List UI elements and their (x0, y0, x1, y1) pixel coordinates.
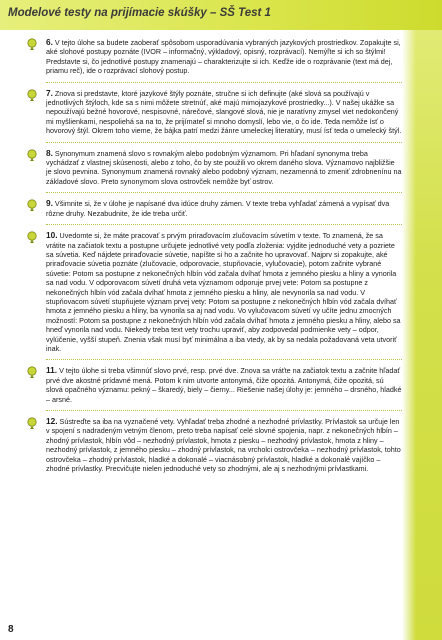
pin-icon (26, 89, 39, 101)
item-text: Všimnite si, že v úlohe je napísané dva idúce druhy zámen. V texte treba vyhľadať zámená a vypísať dva rôzne druhy. Nezabudnite, že ide treba určiť. (46, 199, 390, 218)
list-item (26, 366, 402, 404)
answer-list (26, 38, 402, 479)
list-item (26, 38, 402, 76)
list-item (26, 199, 402, 218)
list-item (26, 149, 402, 187)
item-text: Sústreďte sa iba na vyznačené vety. Vyhľadať treba zhodné a nezhodné prívlastky. Prívlastok sa určuje len v spojení s nadradeným vetným členom, preto treba napísať celé slovné spojenia, napr. z nekonečných hlbín – zhodný prívlastok, hlbín vôd – nezhodný prívlastok, hmota z piesku – nezhodný prívlastok, hmota z hliny – nezhodný prívlastok, z jemného piesku – zhodný prívlastok, na vrcholci ostrovčeka – nezhodný prívlastok, tohto ostrovčeka – zhodný prívlastok, hladké a dokonalé – viacnásobný prívlastok, hladké a dokonalé vajíčko – zhodné prívlastky. Precvičujte nielen jednoduché vety so zhodnými, ale aj s nezhodnými prívlastkami. (46, 417, 401, 474)
pin-icon (26, 231, 39, 243)
item-text: V tejto úlohe sa budete zaoberať spôsobom usporadúvania vybraných jazykových prostriedkov. Zopakujte si, aké slohové postupy poznáte (IVOR – informačný, výkladový, opisný, rozprávací). Nemýľte si ich so štýlmi! Predstavte si, čo jednotlivé postupy znamenajú – charakterizujte si ich. Keďže ide o rozprávanie (text má dej, priamu reč), ide o rozprávací slohový postup. (46, 38, 401, 76)
item-number: 12. (46, 416, 58, 426)
page-number: 8 (8, 624, 14, 635)
pin-icon (26, 199, 39, 211)
item-number: 6. (46, 37, 53, 47)
item-text: V tejto úlohe si treba všimnúť slovo prvé, resp. prvé dve. Znova sa vráťte na začiatok textu a začnite hľadať prvé dve akostné prídavné mená. Potom k nim utvorte antonymá, čiže opozitá. Antonymá, čiže opozitá, sú slová opačného významu: pekný – škaredý, biely – čierny... Riešenie našej úlohy je: jemného – drsného, hladké – arsné. (46, 366, 402, 404)
divider (46, 142, 402, 143)
item-text: Znova si predstavte, ktoré jazykové štýly poznáte, stručne si ich definujte (aké slová sa používajú v jednotlivých štýloch, kde sa s nimi môžete stretnúť, aké majú mimojazykové prostriedky...). V našej ukážke sa nepoužívajú bežné hovorové, nespisovné, nárečové, slangové slová, nie je naratívny zmysel viet nedokončený mi myšlienkami, nespoliehá sa na to, že prijímateľ si mnoho domyslí, lebo vie, o čo ide. Teda nemôže ísť o hovorový štýl. Okrem toho vieme, že bájka patrí medzi žánre umeleckej literatúry, musí ísť teda o umelecký štýl. (46, 88, 402, 136)
item-number: 10. (46, 230, 58, 241)
item-number: 7. (46, 87, 53, 98)
item-number: 9. (46, 198, 53, 209)
divider (46, 359, 402, 360)
list-item (26, 231, 402, 353)
page-title: Modelové testy na prijímacie skúšky – SŠ Test 1 (8, 7, 271, 19)
pin-icon (26, 366, 39, 378)
item-number: 11. (46, 365, 58, 376)
divider (46, 82, 402, 83)
header-bar (0, 0, 442, 30)
item-text: Synonymum znamená slovo s rovnakým alebo podobným významom. Pri hľadaní synonyma treba vychádzať z vlastnej skúsenosti, alebo z toho, čo by ste použili vo okrem daného slova. Významovo najbližšie je slovo pevnina. Synonymum znamená rovnaký alebo podobný význam, nezamenná to zmeniť zdrobnenínu na základové slovo. Preto synonymom slova ostrovček nemôže byť ostrov. (46, 148, 402, 186)
divider (46, 192, 402, 193)
item-number: 8. (46, 147, 53, 158)
pin-icon (26, 38, 39, 50)
pin-icon (26, 149, 39, 161)
list-item (26, 89, 402, 136)
decorative-ribbon (402, 0, 442, 640)
divider (46, 224, 402, 225)
item-text: Uvedomte si, že máte pracovať s prvým priraďovacím zlučovacím súvetím v texte. To znamená, že sa vrátite na začiatok textu a postupne určujete jednotlivé vety podľa zloženia: vyjdite jednoduché vety a pozriete sa súvetia. Keď nájdete priraďovacie súvetie, napíšte si ho a začnite ho upravovať. Najprv si zopakujte, aké priraďovacie súvetia poznáte (zlučovacie, odporovacie, stupňovacie, vylučovacie), potom začnite vybrané súvetie: Potom sa postupne z nekonečných hlbín vód začala dvíhať hmota z jemného piesku a hliny a vynorila sa nad vodu. V odporovacom súvetí druhá veta významom odporuje prvej vete: Potom sa postupne z nekonečných hlbín vód začala dvíhať hmota z jemného piesku a hliny, ale nevynorila sa nad vodu. V stupňovacom súvetí stupňujete význam prvej vety: Potom sa postupne z nekonečných hlbín vód začala dvíhať hmota z jemného piesku a hliny, ba vynorila sa aj nad vodu. Vo vylučovacom súvetí vy učíte jednu zmocných možností: Potom sa postupne z nekonečných hlbín vód začala dvíhať hmota z jemného piesku a hliny, alebo sa hneď vynorila nad vodu. Niekedy treba text vety trochu upraviť, aby zodpovedal podmienke vety – odpor, vylúčenie, vyšší stupeň. Znenia však musí byť minimálna a iba vtedy, ak by sa nedala požadovaná veta utvoriť inak. (46, 231, 401, 353)
divider (46, 410, 402, 411)
pin-icon (26, 417, 39, 429)
list-item (26, 417, 402, 473)
